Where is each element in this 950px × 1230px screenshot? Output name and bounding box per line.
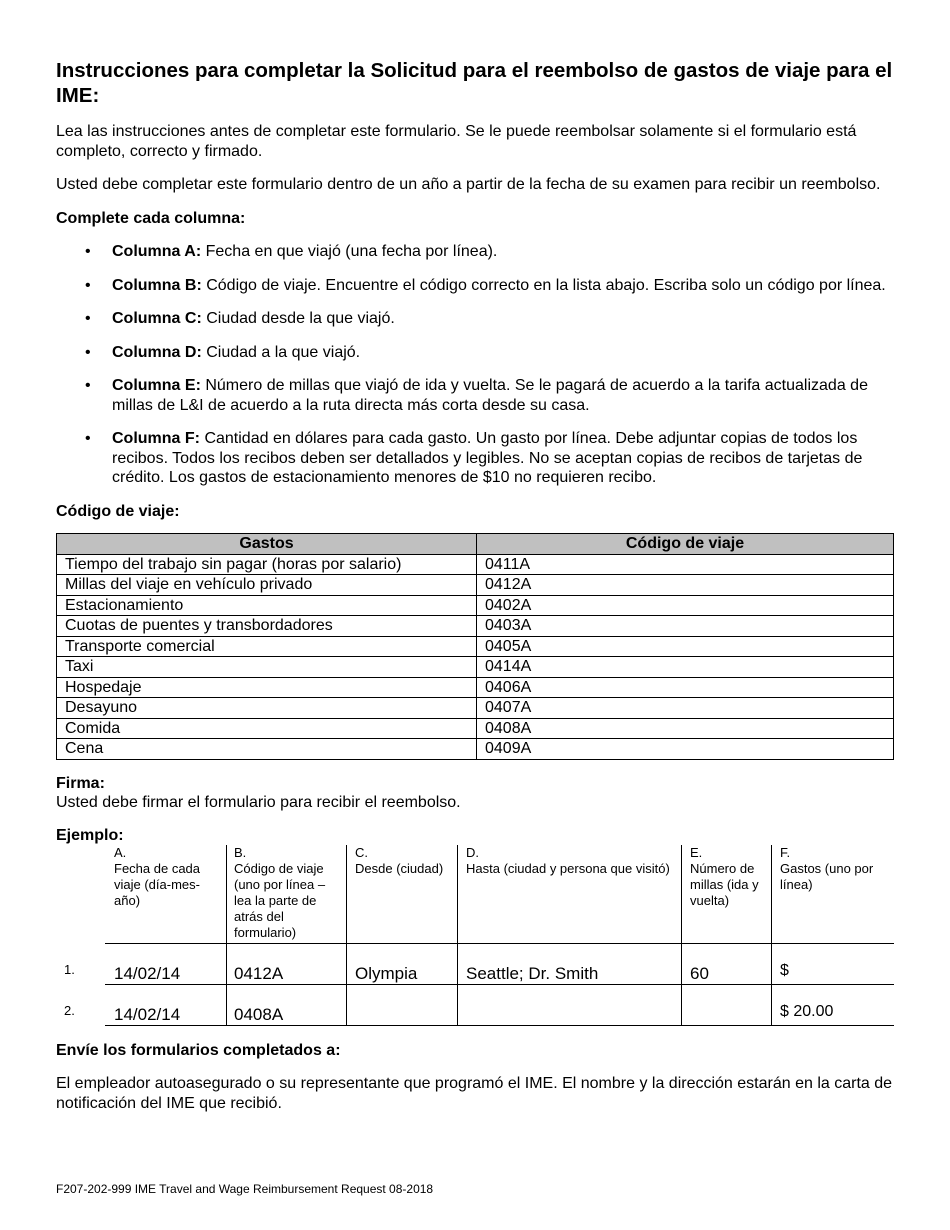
column-item: • Columna C: Ciudad desde la que viajó. [56,309,894,329]
table-row: Cena 0409A [57,739,894,760]
example-cell: Olympia [355,963,418,983]
table-row: Comida 0408A [57,718,894,739]
travel-codes-table [56,533,894,760]
example-header-d: D. Hasta (ciudad y persona que visitó) [466,844,670,876]
example-heading: Ejemplo: [56,826,124,844]
row-divider [105,943,894,944]
intro-paragraph-2: Usted debe completar este formulario dentro de un año a partir de la fecha de su examen para recibir un reembolso. [56,176,881,193]
table-row: Desayuno 0407A [57,698,894,719]
example-table [56,845,894,1025]
example-header-b: B. Código de viaje (uno por línea – lea la parte de atrás del formulario) [234,844,326,940]
columns-heading: Complete cada columna: [56,209,246,227]
column-divider [681,845,682,1025]
table-row: Tiempo del trabajo sin pagar (horas por salario) 0411A [57,554,894,575]
example-header-f: F. Gastos (uno por línea) [780,844,874,892]
table-row: Hospedaje 0406A [57,677,894,698]
example-header-a: A. Fecha de cada viaje (día-mes-año) [114,844,201,908]
row-divider [105,1025,894,1026]
example-header-c: C. Desde (ciudad) [355,844,444,876]
example-header-e: E. Número de millas (ida y vuelta) [690,844,759,908]
row-divider [105,984,894,985]
send-text: El empleador autoasegurado o su representante que programó el IME. El nombre y la dirección estarán en la carta de notificación del IME que recibió. [56,1075,893,1112]
column-divider [226,845,227,1025]
example-cell: 14/02/14 [114,1004,181,1024]
table-row: Estacionamiento 0402A [57,595,894,616]
example-cell: $ 20.00 [780,1002,834,1020]
table-row: Millas del viaje en vehículo privado 0412A [57,575,894,596]
column-divider [346,845,347,1025]
example-cell: 0408A [234,1004,284,1024]
example-row-number: 2. [64,1002,75,1018]
send-heading: Envíe los formularios completados a: [56,1041,341,1059]
table-row: Transporte comercial 0405A [57,636,894,657]
example-cell: $ [780,961,789,979]
document-page [56,58,894,1127]
example-cell: 0412A [234,963,284,983]
column-item: • Columna A: Fecha en que viajó (una fecha por línea). [56,242,894,262]
column-divider [457,845,458,1025]
column-item: • Columna B: Código de viaje. Encuentre el código correcto en la lista abajo. Escriba solo un código por línea. [56,276,894,296]
table-row: Taxi 0414A [57,657,894,678]
column-divider [771,845,772,1025]
example-cell: 14/02/14 [114,963,181,983]
table-row: Cuotas de puentes y transbordadores 0403A [57,616,894,637]
columns-list [56,242,894,488]
signature-text: Usted debe firmar el formulario para recibir el reembolso. [56,794,461,811]
table-header: Código de viaje [477,534,894,555]
codes-heading: Código de viaje: [56,502,180,520]
signature-heading: Firma: [56,774,105,792]
form-footer: F207-202-999 IME Travel and Wage Reimbursement Request 08-2018 [56,1182,434,1196]
intro-paragraph-1: Lea las instrucciones antes de completar este formulario. Se le puede reembolsar solamente si el formulario está completo, correcto y firmado. [56,123,857,160]
table-header: Gastos [57,534,477,555]
example-row-number: 1. [64,961,75,977]
example-cell: Seattle; Dr. Smith [466,963,599,983]
column-item: • Columna E: Número de millas que viajó de ida y vuelta. Se le pagará de acuerdo a la tarifa actualizada de millas de L&I de acuerdo a la ruta directa más corta desde su casa. [56,376,894,415]
column-item: • Columna F: Cantidad en dólares para cada gasto. Un gasto por línea. Debe adjuntar copias de todos los recibos. Todos los recibos deben ser detallados y legibles. No se aceptan copias de recibos de tarjetas de crédito. Los gastos de estacionamiento menores de $10 no requieren recibo. [56,429,894,488]
example-cell: 60 [690,963,709,983]
column-item: • Columna D: Ciudad a la que viajó. [56,343,894,363]
page-title: Instrucciones para completar la Solicitud para el reembolso de gastos de viaje para el IME: [56,59,893,107]
